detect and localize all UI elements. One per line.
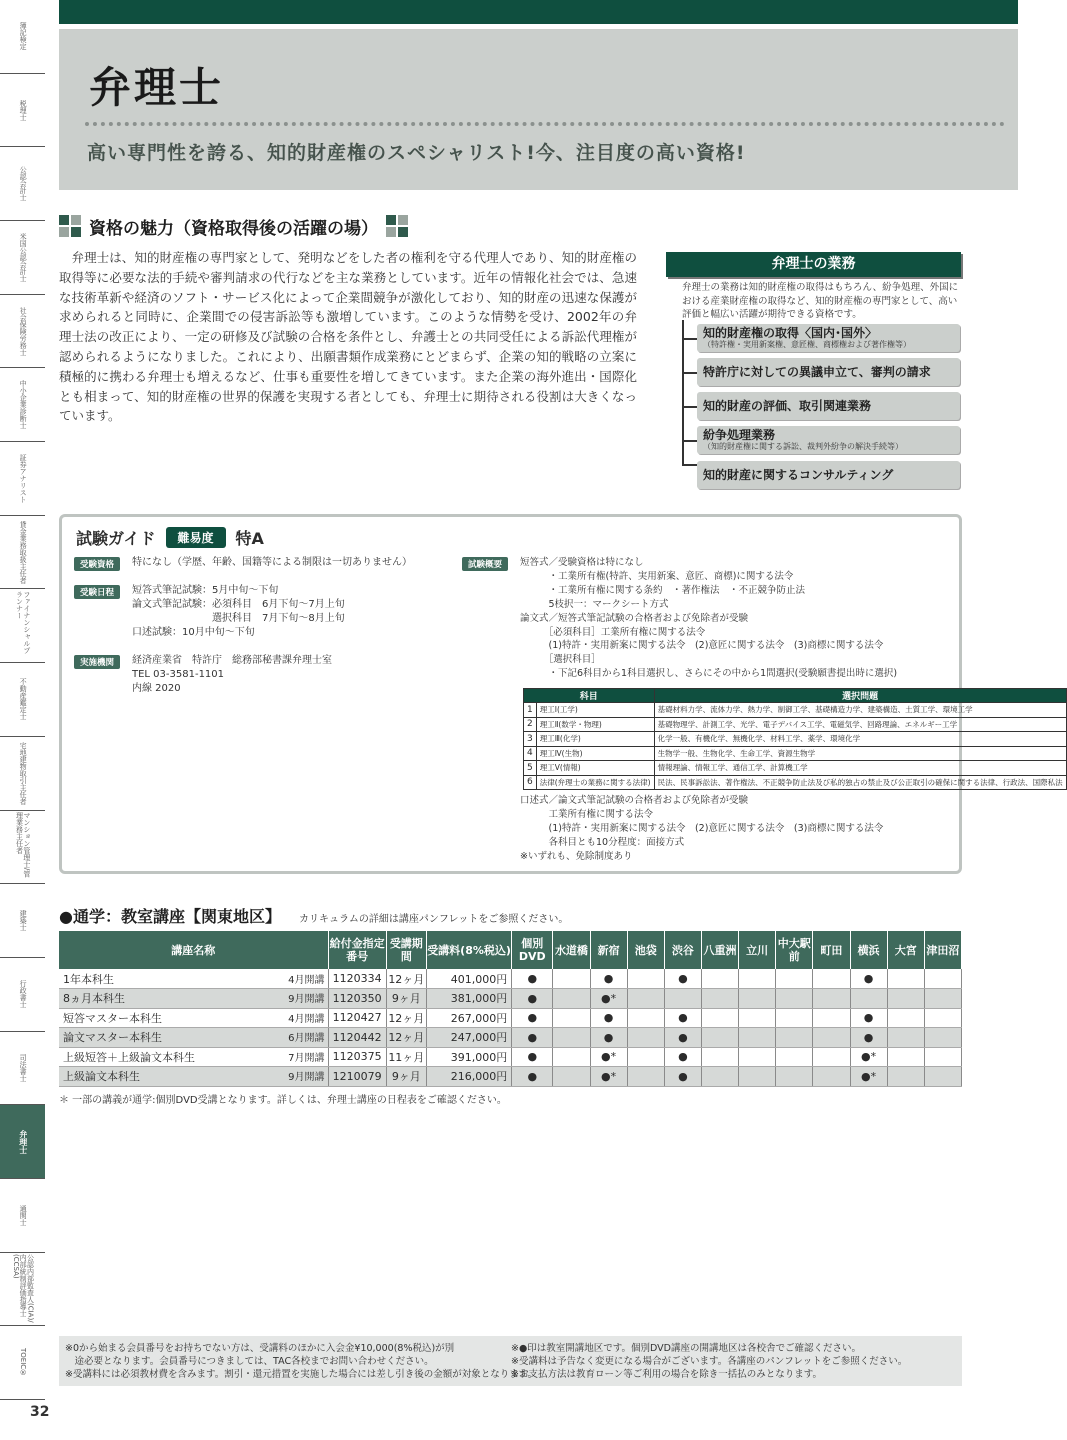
subject-row: [524, 703, 1067, 718]
subject-cell: 理工Ⅰ(工学): [536, 703, 654, 718]
course-fee: 391,000円: [426, 1047, 511, 1067]
gyomu-item-label: 知的財産の評価、取引関連業務: [703, 398, 872, 413]
course-name: 上級短答＋上級論文本科生: [63, 1050, 195, 1064]
course-no: 1120442: [328, 1028, 386, 1048]
course-mark: [924, 1067, 961, 1087]
course-mark: ●: [512, 969, 553, 989]
course-period: 12ヶ月: [386, 969, 426, 989]
sidebar-tab-label: 中小企業診断士: [19, 380, 28, 430]
sidebar-tab[interactable]: [0, 589, 45, 663]
sidebar-tab-label: 司法書士: [19, 1053, 28, 1082]
subject-cell: 法律(弁理士の業務に関する法律): [536, 775, 654, 790]
sidebar-tab-label: マンション管理士/管理業務主任者: [15, 812, 31, 878]
course-mark: [739, 1047, 776, 1067]
course-no: 1120350: [328, 989, 386, 1009]
course-mark: [739, 989, 776, 1009]
course-mark: [739, 969, 776, 989]
subj-header-sentaku: 選択問題: [654, 689, 1066, 703]
dotted-divider: [85, 122, 1005, 126]
course-mark: [739, 1067, 776, 1087]
sidebar-tab[interactable]: [0, 147, 45, 221]
course-name: 8ヵ月本科生: [63, 992, 125, 1006]
guide-title: 試験ガイド: [76, 529, 156, 548]
sidebar-tab-label: 証券アナリスト: [19, 453, 28, 503]
gyomu-item: [697, 392, 960, 420]
course-name-cell: [59, 989, 328, 1009]
course-mark: [813, 989, 850, 1009]
course-mark: [627, 1067, 664, 1087]
course-mark: [924, 969, 961, 989]
sidebar-tab[interactable]: [0, 442, 45, 516]
course-mark: [701, 969, 738, 989]
course-mark: ●: [512, 989, 553, 1009]
course-header: 水道橋: [553, 931, 590, 969]
sidebar-tab-label: 弁理士: [18, 1129, 28, 1154]
table-row: [59, 1047, 962, 1067]
course-start: 9月開講: [288, 1072, 325, 1084]
course-mark: [887, 1008, 924, 1028]
difficulty-value: 特A: [235, 529, 264, 548]
course-name: 短答マスター本科生: [63, 1011, 162, 1025]
table-row: [59, 969, 962, 989]
course-mark: [924, 1028, 961, 1048]
course-footnote: ＊ 一部の講義が通学:個別DVD受講となります。詳しくは、弁理士講座の日程表をご確認ください。: [59, 1095, 507, 1106]
course-mark: [739, 1008, 776, 1028]
course-mark: [739, 1028, 776, 1048]
course-mark: ●: [590, 1008, 627, 1028]
course-period: 11ヶ月: [386, 1047, 426, 1067]
course-header: 受講料(8%税込): [426, 931, 511, 969]
hero-banner: [59, 29, 1018, 190]
subject-cell: 1: [524, 703, 537, 718]
gyomu-item-label: 紛争処理業務: [703, 428, 776, 442]
table-row: [59, 1008, 962, 1028]
gyomu-item-label: 知的財産権の取得〈国内･国外〉: [703, 326, 878, 340]
gyomu-description: 弁理士の業務は知的財産権の取得はもちろん、紛争処理、外国における産業財産権の取得など、知的財産権の専門家として、高い評価と幅広い活躍が期待できる資格です。: [682, 282, 959, 320]
sidebar-tab[interactable]: [0, 74, 45, 148]
course-header: 立川: [739, 931, 776, 969]
sidebar-tab[interactable]: [0, 368, 45, 442]
gaiyou-text: 短答式／受験資格は特になし ・工業所有権(特許、実用新案、意匠、商標)に関する法令 ・工業所有権に関する条約 ・著作権法 ・不正競争防止法 5枝択一：マークシート方式 論文式／短答式筆記試験の合格者および免除者が受験 ［必須科目］工業所有権に関する法令 (1)特許・実用新案に関する法令 (2)意匠に関する法令 (3)商標に関する法令 ［選択科目］ ・下記6科目から1科目選択し、さらにその中から1問選択(受験願書提出時に選択): [520, 557, 898, 680]
subject-row: [524, 732, 1067, 747]
subject-cell: 6: [524, 775, 537, 790]
course-header: 中大駅前: [776, 931, 813, 969]
gyomu-item-label: 特許庁に対しての異議申立て、審判の請求: [703, 364, 931, 379]
sidebar: [0, 0, 45, 1400]
course-mark: ●: [664, 1028, 701, 1048]
course-period: 12ヶ月: [386, 1028, 426, 1048]
course-title: ●通学：教室講座【関東地区】: [59, 907, 281, 926]
gyomu-item-note: （知的財産権に関する訴訟、裁判外紛争の解決手続等）: [703, 442, 903, 451]
sidebar-tab[interactable]: [0, 958, 45, 1032]
sidebar-tab-label: 公認内部監査人(CIA)/内部統制評価指導士(CCSA): [11, 1254, 35, 1323]
course-mark: [887, 989, 924, 1009]
gyomu-item-label: 知的財産に関するコンサルティング: [703, 467, 894, 482]
subject-row: [524, 761, 1067, 776]
subject-cell: 理工Ⅳ(生物): [536, 746, 654, 761]
course-mark: [776, 989, 813, 1009]
course-period: 12ヶ月: [386, 1008, 426, 1028]
course-fee: 216,000円: [426, 1067, 511, 1087]
miryoku-text: 弁理士は、知的財産権の専門家として、発明などをした者の権利を守る代理人であり、知的財産権の取得等に必要な法的手続や審判請求の代行などを主な業務としています。近年の情報化社会では、急速な技術革新や経済のソフト・サービス化によって企業間競争が激化しており、知的財産の迅速な保護が求められると同時に、企業間での侵害訴訟等も激増しています。このような情勢を受け、2002年の弁理士法の改正により、一定の研修及び試験の合格を条件とし、弁護士との共同受任による訴訟代理権が認められるようになりました。これにより、出願書類作成業務にとどまらず、企業の知的戦略の立案に積極的に携わる弁理士も増えるなど、仕事も重要性を増してきています。また企業の海外進出・国際化とも相まって、知的財産権の世界的保護を実現する者としても、弁理士に期待される役割は大きくなっています。: [59, 250, 637, 424]
footer-right: ※●印は教室開講地区です。個別DVD講座の開講地区は各校舎でご確認ください。 ※受講料は予告なく変更になる場合がございます。各講座のパンフレットをご参照ください。 ※お支払方法は教育ローン等ご利用の場合を除き一括払のみとなります。: [511, 1343, 908, 1380]
course-mark: [776, 1028, 813, 1048]
course-mark: [701, 989, 738, 1009]
course-mark: [924, 989, 961, 1009]
course-mark: [627, 989, 664, 1009]
course-name: 上級論文本科生: [63, 1070, 140, 1084]
subj-header-kamoku: 科目: [524, 689, 655, 703]
course-mark: ●: [512, 1047, 553, 1067]
sidebar-tab[interactable]: [0, 295, 45, 369]
sidebar-tab[interactable]: [0, 221, 45, 295]
course-mark: [924, 1047, 961, 1067]
course-mark: [701, 1008, 738, 1028]
subject-cell: 5: [524, 761, 537, 776]
course-mark: ●: [664, 1008, 701, 1028]
course-no: 1120375: [328, 1047, 386, 1067]
course-mark: [553, 969, 590, 989]
course-no: 1210079: [328, 1067, 386, 1087]
course-mark: ●: [850, 1008, 887, 1028]
course-mark: ●: [664, 1047, 701, 1067]
course-fee: 401,000円: [426, 969, 511, 989]
gyomu-item: [697, 324, 960, 352]
course-mark: ●*: [590, 1067, 627, 1087]
course-mark: ●: [850, 1028, 887, 1048]
course-mark: [813, 969, 850, 989]
course-mark: ●: [512, 1008, 553, 1028]
sidebar-tab[interactable]: [0, 737, 45, 811]
course-mark: [627, 969, 664, 989]
sidebar-tab[interactable]: [0, 0, 45, 74]
course-start: 7月開講: [288, 1052, 325, 1064]
course-mark: [887, 1047, 924, 1067]
subject-cell: 基礎材料力学、流体力学、熱力学、制御工学、基礎構造力学、建築構造、土質工学、環境工学: [654, 703, 1066, 718]
label-gaiyou: 試験概要: [462, 557, 508, 571]
course-mark: [850, 989, 887, 1009]
sidebar-tab-label: 税理士: [19, 99, 28, 121]
course-header: 池袋: [627, 931, 664, 969]
subject-cell: 生物学一般、生物化学、生命工学、資源生物学: [654, 746, 1066, 761]
course-mark: [813, 1067, 850, 1087]
jukenshikaku-text: 特になし（学歴、年齢、国籍等による制限は一切ありません）: [132, 557, 412, 568]
course-period: 9ヶ月: [386, 989, 426, 1009]
course-header: 新宿: [590, 931, 627, 969]
gyomu-item: [697, 461, 960, 489]
course-fee: 267,000円: [426, 1008, 511, 1028]
course-start: 6月開講: [288, 1033, 325, 1045]
sidebar-tab-label: 貸金業務取扱主任者: [19, 520, 28, 584]
course-header: 渋谷: [664, 931, 701, 969]
footer-notes: [59, 1336, 962, 1386]
course-no: 1120334: [328, 969, 386, 989]
course-mark: [701, 1028, 738, 1048]
subject-cell: 理工Ⅲ(化学): [536, 732, 654, 747]
sidebar-tab[interactable]: [0, 663, 45, 737]
course-mark: [627, 1008, 664, 1028]
sidebar-tab[interactable]: [0, 1179, 45, 1253]
course-mark: ●*: [850, 1047, 887, 1067]
label-jukenshikaku: 受験資格: [74, 557, 120, 571]
course-mark: [553, 989, 590, 1009]
miryoku-title: 資格の魅力（資格取得後の活躍の場）: [89, 218, 378, 239]
page-number: 32: [30, 1404, 50, 1420]
course-mark: [813, 1008, 850, 1028]
subject-row: [524, 717, 1067, 732]
sidebar-tab[interactable]: [0, 884, 45, 958]
course-mark: [776, 1008, 813, 1028]
course-mark: ●*: [590, 989, 627, 1009]
course-header: 給付金指定番号: [328, 931, 386, 969]
course-mark: ●*: [850, 1067, 887, 1087]
course-header: 大宮: [887, 931, 924, 969]
course-mark: [664, 989, 701, 1009]
course-header: 横浜: [850, 931, 887, 969]
subject-cell: 理工Ⅴ(情報): [536, 761, 654, 776]
subject-cell: 基礎物理学、計測工学、光学、電子デバイス工学、電磁気学、回路理論、エネルギー工学: [654, 717, 1066, 732]
square-icon: [59, 215, 81, 237]
subject-cell: 4: [524, 746, 537, 761]
subject-table: [523, 688, 1067, 790]
course-mark: ●: [850, 969, 887, 989]
miryoku-heading: [59, 212, 408, 240]
course-mark: [553, 1028, 590, 1048]
course-mark: [813, 1047, 850, 1067]
course-mark: ●: [664, 969, 701, 989]
sidebar-tab[interactable]: [0, 1105, 45, 1179]
course-mark: ●: [512, 1067, 553, 1087]
sidebar-tab[interactable]: [0, 516, 45, 590]
course-mark: [553, 1067, 590, 1087]
nittei-text: 短答式筆記試験：5月中旬～下旬 論文式筆記試験：必須科目 6月下旬～7月上旬 選択科目 7月下旬～8月上旬 口述試験：10月中旬～下旬: [132, 585, 345, 638]
sidebar-tab-label: 簿記検定: [19, 22, 28, 51]
course-name-cell: [59, 1067, 328, 1087]
course-header: 津田沼: [924, 931, 961, 969]
table-row: [59, 1067, 962, 1087]
course-mark: ●*: [590, 1047, 627, 1067]
course-start: 9月開講: [288, 994, 325, 1006]
gyomu-item: [697, 358, 960, 386]
label-kikan: 実施機関: [74, 655, 120, 669]
table-row: [59, 1028, 962, 1048]
course-mark: [887, 969, 924, 989]
course-mark: ●: [512, 1028, 553, 1048]
course-name-cell: [59, 1047, 328, 1067]
course-fee: 247,000円: [426, 1028, 511, 1048]
course-note: カリキュラムの詳細は講座パンフレットをご参照ください。: [298, 914, 569, 925]
course-name-cell: [59, 1028, 328, 1048]
sidebar-tab[interactable]: [0, 1253, 45, 1327]
kikan-text: 経済産業省 特許庁 総務部秘書課弁理士室 TEL 03-3581-1101 内線 2020: [132, 655, 332, 694]
subject-cell: 3: [524, 732, 537, 747]
sidebar-tab[interactable]: [0, 1326, 45, 1400]
subject-cell: 理工Ⅱ(数学・物理): [536, 717, 654, 732]
course-mark: [701, 1067, 738, 1087]
sidebar-tab-label: 公認会計士: [19, 166, 28, 202]
exam-guide-title: [76, 526, 264, 549]
course-mark: [887, 1067, 924, 1087]
course-mark: [887, 1028, 924, 1048]
sidebar-tab-label: 行政書士: [19, 980, 28, 1009]
koujutsu-text: 口述式／論文式筆記試験の合格者および免除者が受験 工業所有権に関する法令 (1)特許・実用新案に関する法令 (2)意匠に関する法令 (3)商標に関する法令 各科目とも10分程度：面接方式 ※いずれも、免除制度あり: [520, 795, 884, 862]
course-mark: [776, 1047, 813, 1067]
course-header: 八重洲: [701, 931, 738, 969]
sidebar-tab-label: 不動産鑑定士: [19, 678, 28, 721]
sidebar-tab-label: 宅地建物取引主任者: [19, 741, 28, 805]
course-name: 論文マスター本科生: [63, 1031, 162, 1045]
page-title: 弁理士: [89, 63, 225, 112]
course-mark: [924, 1008, 961, 1028]
subject-cell: 2: [524, 717, 537, 732]
course-mark: [813, 1028, 850, 1048]
course-name: 1年本科生: [63, 972, 114, 986]
course-mark: [627, 1047, 664, 1067]
table-row: [59, 989, 962, 1009]
top-bar: [59, 0, 1018, 24]
sidebar-tab[interactable]: [0, 811, 45, 885]
sidebar-tab-label: 建築士: [19, 910, 28, 932]
course-mark: ●: [664, 1067, 701, 1087]
sidebar-tab-label: 社会保険労務士: [19, 306, 28, 356]
course-header: 町田: [813, 931, 850, 969]
subject-cell: 化学一般、有機化学、無機化学、材料工学、薬学、環境化学: [654, 732, 1066, 747]
page-subtitle: 高い専門性を誇る、知的財産権のスペシャリスト!今、注目度の高い資格!: [87, 142, 746, 164]
course-mark: [553, 1008, 590, 1028]
course-mark: [776, 1067, 813, 1087]
subject-row: [524, 746, 1067, 761]
footer-left: ※0から始まる会員番号をお持ちでない方は、受講料のほかに入会金¥10,000(8%税込)が別 途必要となります。会員番号につきましては、TAC各校までお問い合わせください。 ※受講料には必須教材費を含みます。割引・還元措置を実施した場合には差し引き後の金額が対象となります。: [65, 1343, 537, 1380]
subject-cell: 民法、民事訴訟法、著作権法、不正競争防止法及び私的独占の禁止及び公正取引の確保に関する法律、行政法、国際私法: [654, 775, 1066, 790]
gyomu-item-note: （特許権・実用新案権、意匠権、商標権および著作権等）: [703, 340, 911, 349]
sidebar-tab-label: TOEIC®: [19, 1348, 28, 1378]
course-fee: 381,000円: [426, 989, 511, 1009]
subject-row: [524, 775, 1067, 790]
course-mark: ●: [590, 969, 627, 989]
course-name-cell: [59, 969, 328, 989]
course-heading: [59, 904, 568, 927]
course-header: 講座名称: [59, 931, 328, 969]
course-mark: [627, 1028, 664, 1048]
course-table: [59, 931, 962, 1087]
difficulty-label: 難易度: [166, 527, 226, 548]
subject-cell: 情報理論、情報工学、通信工学、計算機工学: [654, 761, 1066, 776]
course-start: 4月開講: [288, 1013, 325, 1025]
gyomu-heading: 弁理士の業務: [666, 252, 961, 277]
sidebar-tab[interactable]: [0, 1032, 45, 1106]
course-mark: [776, 969, 813, 989]
course-mark: [701, 1047, 738, 1067]
course-name-cell: [59, 1008, 328, 1028]
sidebar-tab-label: 米国公認会計士: [19, 232, 28, 282]
course-header: 受講期間: [386, 931, 426, 969]
course-mark: [553, 1047, 590, 1067]
course-period: 9ヶ月: [386, 1067, 426, 1087]
course-no: 1120427: [328, 1008, 386, 1028]
exam-guide: [59, 514, 1063, 874]
course-mark: ●: [590, 1028, 627, 1048]
sidebar-tab-label: ファイナンシャルプランナー: [15, 591, 31, 655]
label-nittei: 受験日程: [74, 585, 120, 599]
sidebar-tab-label: 通関士: [19, 1204, 28, 1226]
square-icon: [386, 215, 408, 237]
course-header: 個別DVD: [512, 931, 553, 969]
gyomu-item: [697, 426, 960, 454]
course-start: 4月開講: [288, 974, 325, 986]
